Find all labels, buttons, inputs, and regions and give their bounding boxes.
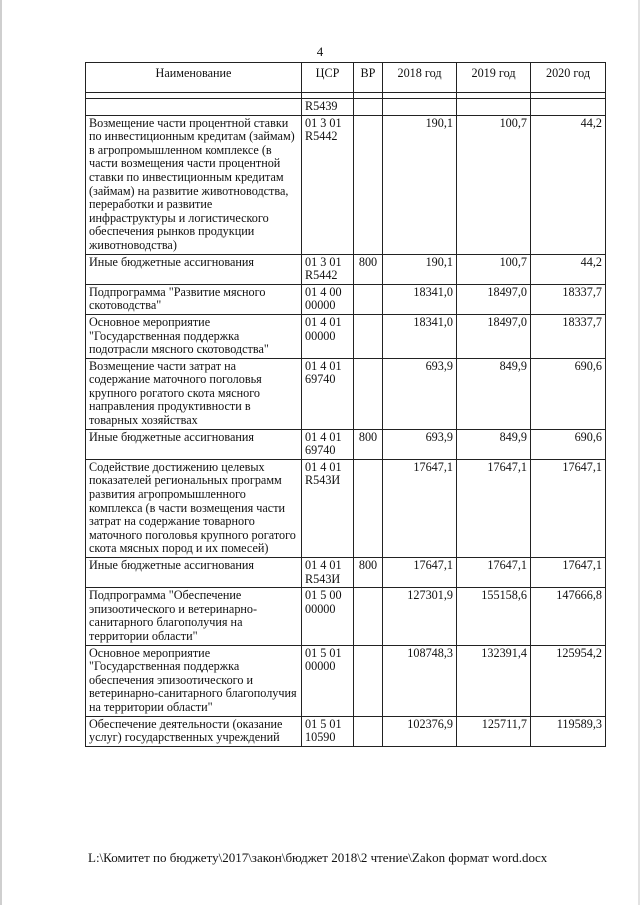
table-body [86, 99, 606, 747]
cell-y2020: 690,6 [531, 358, 606, 429]
footer-file-path: L:\Комитет по бюджету\2017\закон\бюджет 2018\2 чтение\Zakon формат word.docx [88, 850, 548, 865]
table-row [86, 459, 606, 557]
cell-y2018: 127301,9 [383, 588, 457, 645]
header-name: Наименование [86, 63, 302, 93]
header-2019: 2019 год [457, 63, 531, 93]
cell-y2020: 18337,7 [531, 284, 606, 314]
cell-vr [354, 645, 383, 716]
cell-name [86, 99, 302, 116]
cell-name: Содействие достижению целевых показателей региональных программ развития агропромышленного комплекса (в части возмещения части затрат на содержание товарного маточного поголовья крупного рогатого скота мясных пород и их помесей) [86, 459, 302, 557]
page-number: 4 [316, 44, 324, 59]
cell-vr [354, 459, 383, 557]
cell-name: Иные бюджетные ассигнования [86, 254, 302, 284]
cell-y2019: 132391,4 [457, 645, 531, 716]
cell-csr: 01 5 01 00000 [302, 645, 354, 716]
header-row [86, 63, 606, 93]
cell-name: Основное мероприятие "Государственная поддержка обеспечения эпизоотического и ветеринарно-санитарного благополучия на территории области" [86, 645, 302, 716]
cell-vr [354, 99, 383, 116]
cell-y2018 [383, 99, 457, 116]
cell-y2018: 17647,1 [383, 558, 457, 588]
cell-vr [354, 358, 383, 429]
header-2018: 2018 год [383, 63, 457, 93]
cell-y2018: 693,9 [383, 358, 457, 429]
scan-edge-left [0, 0, 2, 905]
cell-csr: 01 5 00 00000 [302, 588, 354, 645]
cell-y2018: 108748,3 [383, 645, 457, 716]
cell-y2019 [457, 99, 531, 116]
cell-name: Подпрограмма "Развитие мясного скотоводства" [86, 284, 302, 314]
cell-vr: 800 [354, 558, 383, 588]
cell-csr: 01 5 01 10590 [302, 716, 354, 746]
header-2020: 2020 год [531, 63, 606, 93]
cell-y2020: 17647,1 [531, 459, 606, 557]
cell-y2019: 100,7 [457, 254, 531, 284]
cell-y2019: 155158,6 [457, 588, 531, 645]
table-row [86, 284, 606, 314]
table-row [86, 588, 606, 645]
cell-y2020: 18337,7 [531, 314, 606, 358]
cell-name: Основное мероприятие "Государственная поддержка подотрасли мясного скотоводства" [86, 314, 302, 358]
cell-vr [354, 716, 383, 746]
cell-name: Иные бюджетные ассигнования [86, 558, 302, 588]
cell-y2020 [531, 99, 606, 116]
cell-name: Обеспечение деятельности (оказание услуг) государственных учреждений [86, 716, 302, 746]
header-csr: ЦСР [302, 63, 354, 93]
cell-y2020: 147666,8 [531, 588, 606, 645]
cell-csr: 01 4 00 00000 [302, 284, 354, 314]
cell-y2020: 119589,3 [531, 716, 606, 746]
table-row [86, 429, 606, 459]
cell-y2020: 17647,1 [531, 558, 606, 588]
cell-y2019: 18497,0 [457, 284, 531, 314]
table-row [86, 716, 606, 746]
cell-csr: R5439 [302, 99, 354, 116]
cell-vr: 800 [354, 429, 383, 459]
cell-vr [354, 588, 383, 645]
cell-y2020: 44,2 [531, 254, 606, 284]
cell-y2018: 18341,0 [383, 284, 457, 314]
cell-csr: 01 3 01 R5442 [302, 115, 354, 254]
cell-csr: 01 4 01 00000 [302, 314, 354, 358]
table-row [86, 558, 606, 588]
cell-y2018: 102376,9 [383, 716, 457, 746]
cell-y2019: 849,9 [457, 358, 531, 429]
cell-y2018: 693,9 [383, 429, 457, 459]
cell-y2019: 100,7 [457, 115, 531, 254]
table-row [86, 115, 606, 254]
cell-name: Подпрограмма "Обеспечение эпизоотического и ветеринарно-санитарного благополучия на территории области" [86, 588, 302, 645]
cell-vr [354, 284, 383, 314]
header-vr: ВР [354, 63, 383, 93]
cell-y2019: 125711,7 [457, 716, 531, 746]
budget-table [85, 62, 606, 747]
cell-y2018: 190,1 [383, 115, 457, 254]
table-header [86, 63, 606, 99]
table-row [86, 645, 606, 716]
cell-vr [354, 314, 383, 358]
table-row [86, 254, 606, 284]
cell-y2019: 18497,0 [457, 314, 531, 358]
cell-name: Возмещение части затрат на содержание маточного поголовья крупного рогатого скота мясного направления продуктивности в товарных хозяйствах [86, 358, 302, 429]
table-row [86, 314, 606, 358]
cell-csr: 01 4 01 R543И [302, 459, 354, 557]
cell-vr: 800 [354, 254, 383, 284]
cell-y2019: 849,9 [457, 429, 531, 459]
cell-y2019: 17647,1 [457, 558, 531, 588]
cell-y2019: 17647,1 [457, 459, 531, 557]
cell-y2018: 17647,1 [383, 459, 457, 557]
table-row [86, 99, 606, 116]
cell-name: Иные бюджетные ассигнования [86, 429, 302, 459]
table-row [86, 358, 606, 429]
cell-y2020: 125954,2 [531, 645, 606, 716]
cell-csr: 01 4 01 69740 [302, 429, 354, 459]
cell-csr: 01 4 01 69740 [302, 358, 354, 429]
cell-y2018: 18341,0 [383, 314, 457, 358]
cell-y2020: 44,2 [531, 115, 606, 254]
cell-csr: 01 4 01 R543И [302, 558, 354, 588]
cell-name: Возмещение части процентной ставки по инвестиционным кредитам (займам) в агропромышленном комплексе (в части возмещения части процентной ставки по инвестиционным кредитам (займам) на развитие животноводства, переработки и развитие инфраструктуры и логистического обеспечения рынков продукции животноводства) [86, 115, 302, 254]
cell-y2020: 690,6 [531, 429, 606, 459]
cell-vr [354, 115, 383, 254]
cell-csr: 01 3 01 R5442 [302, 254, 354, 284]
cell-y2018: 190,1 [383, 254, 457, 284]
